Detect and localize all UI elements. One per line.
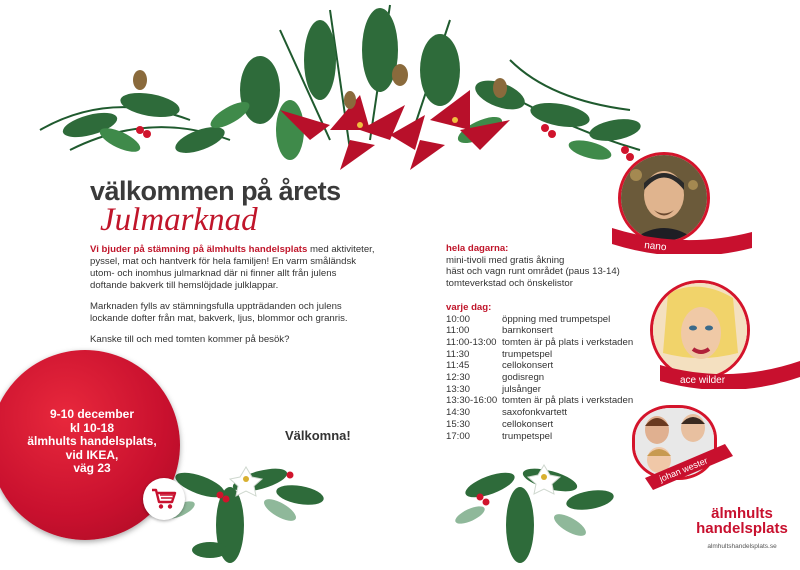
schedule-time: 11:45 (446, 360, 470, 372)
schedule-row (446, 314, 633, 326)
schedule-time: 12:30 (446, 372, 471, 384)
all-day-heading: hela dagarna: (446, 243, 509, 254)
schedule-event: tomten är på plats i verkstaden (502, 336, 634, 348)
schedule-row (446, 407, 633, 419)
schedule-event: barnkonsert (502, 325, 553, 337)
garland-top-decoration (30, 0, 650, 175)
schedule-time: 17:00 (446, 430, 471, 442)
all-day-item: häst och vagn runt området (paus 13-14) (446, 266, 620, 278)
daily-heading: varje dag: (446, 301, 492, 313)
schedule-row (446, 419, 633, 431)
brand-logo (690, 506, 794, 554)
welcome-text: Välkomna! (285, 428, 351, 443)
schedule-row (446, 337, 633, 349)
location-line: älmhults handelsplats, (27, 434, 157, 448)
date-info (12, 408, 172, 476)
title-welcome: välkommen på årets (90, 176, 341, 206)
all-day-item: tomteverkstad och önskelistor (446, 278, 573, 290)
schedule-time: 14:30 (446, 407, 471, 419)
performer-name-nano: nano (643, 240, 667, 254)
time-line: kl 10-18 (69, 420, 115, 435)
intro-text (90, 244, 375, 355)
title-julmarknad: Julmarknad (100, 202, 258, 238)
schedule-row (446, 360, 633, 372)
schedule-row (446, 395, 633, 407)
ribbon-johan-wester (645, 438, 735, 494)
schedule-event: cellokonsert (502, 418, 554, 430)
performer-name-johan-wester: johan wester (658, 455, 710, 484)
all-day-item: mini-tivoli med gratis åkning (446, 254, 565, 266)
schedule-row (446, 325, 633, 337)
schedule-event: trumpetspel (502, 430, 553, 442)
intro-lead: Vi bjuder på stämning på älmhults handelsplats (90, 244, 308, 255)
schedule-row (446, 384, 633, 396)
performer-name-ace-wilder: ace wilder (680, 375, 726, 386)
road-line: väg 23 (73, 461, 111, 475)
schedule-time: 13:30 (446, 383, 471, 395)
ribbon-nano (612, 222, 752, 254)
brand-url: almhultshandelsplats.se (707, 543, 777, 550)
brand-name-line2: handelsplats (696, 520, 788, 537)
brand-name-line1: älmhults (711, 505, 773, 522)
schedule-event: julsånger (502, 383, 541, 395)
intro-paragraph-3: Kanske till och med tomten kommer på besök? (90, 334, 290, 345)
intro-paragraph-2: Marknaden fylls av stämningsfulla uppträdanden och julens lockande dofter från mat, bakverk, ljus, blommor och granris. (90, 301, 348, 324)
location-ikea-line: vid IKEA, (65, 447, 119, 462)
schedule-row (446, 431, 633, 443)
intro-paragraph-1-rest: med aktiviteter, pyssel, mat och hantverk för hela familjen! En varm småländsk utom- och inomhus julmarknad där ni finner allt från julens doftande bakverk till hemslöjdade julklappar. (90, 244, 375, 291)
schedule-event: godisregn (502, 372, 545, 384)
schedule-row (446, 349, 633, 361)
schedule-row (446, 372, 633, 384)
shopping-cart-icon (151, 487, 177, 511)
schedule-event: tomten är på plats i verkstaden (502, 395, 634, 407)
shopping-cart-badge (143, 478, 185, 520)
schedule-event: trumpetspel (502, 348, 553, 360)
schedule-event: cellokonsert (502, 360, 554, 372)
schedule-time: 11:30 (446, 348, 470, 360)
schedule-time: 15:30 (446, 418, 471, 430)
schedule-time: 13:30-16:00 (446, 395, 498, 407)
schedule-time: 11:00-13:00 (446, 336, 497, 348)
ribbon-ace-wilder (660, 355, 800, 389)
schedule-event: saxofonkvartett (502, 407, 568, 419)
intro-paragraph-1 (90, 244, 375, 292)
schedule (446, 243, 633, 442)
date-line: 9-10 december (49, 407, 135, 421)
schedule-event: öppning med trumpetspel (502, 313, 611, 325)
garland-bottom-right-decoration (450, 455, 630, 570)
schedule-time: 11:00 (446, 325, 470, 337)
schedule-time: 10:00 (446, 313, 471, 325)
